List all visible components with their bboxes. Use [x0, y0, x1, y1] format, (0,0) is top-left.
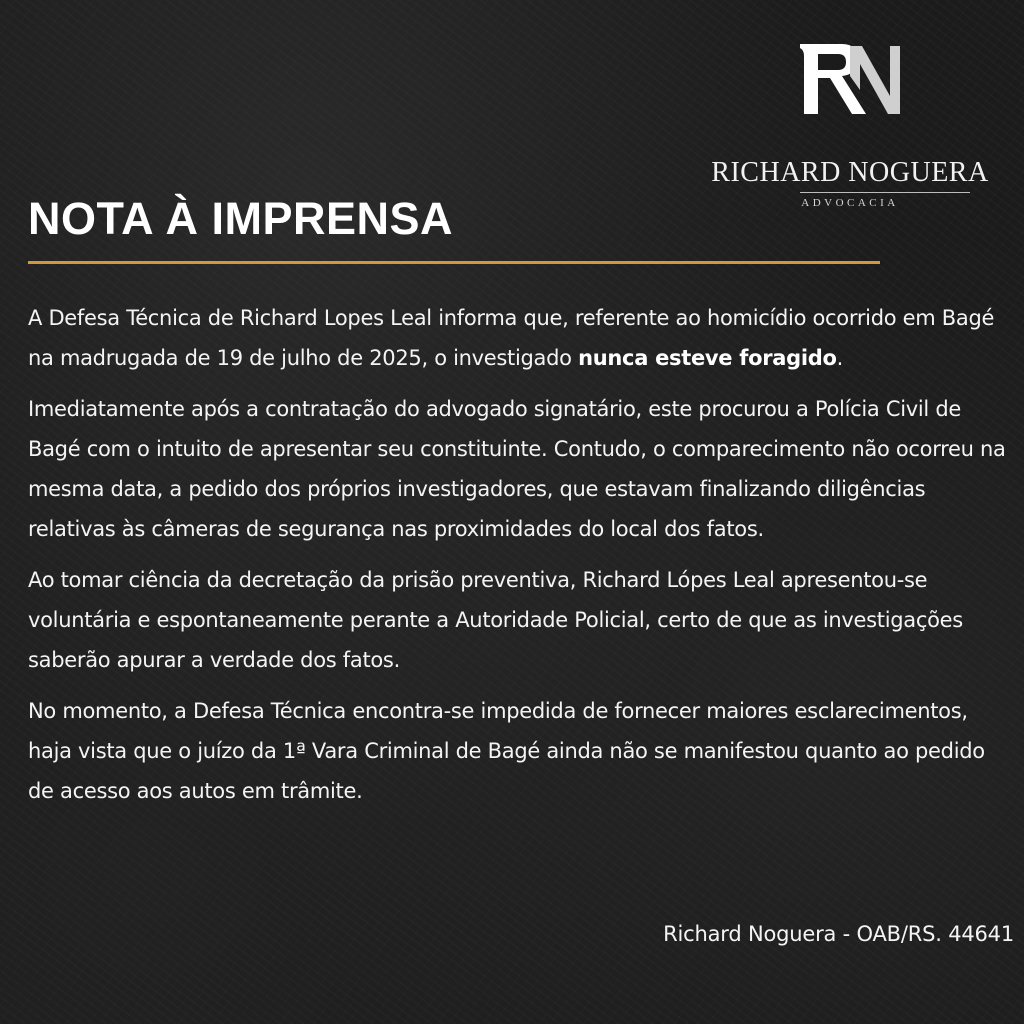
firm-subtitle: ADVOCACIA [801, 197, 899, 209]
firm-name: RICHARD NOGUERA [711, 157, 989, 188]
paragraph-3: Ao tomar ciência da decretação da prisão preventiva, Richard Lópes Leal apresentou-se voluntária e espontaneamente perante a Autoridade Policial, certo de que as investigações saberão apurar a verdade dos fatos. [28, 567, 963, 673]
page-title: NOTA À IMPRENSA [28, 193, 454, 244]
rn-monogram-icon [796, 42, 904, 118]
firm-logo [700, 40, 1000, 209]
paragraph-4: No momento, a Defesa Técnica encontra-se impedida de fornecer maiores esclarecimentos, haja vista que o juízo da 1ª Vara Criminal de Bagé ainda não se manifestou quanto ao pedido de acesso aos autos em trâmite. [28, 698, 985, 804]
paragraph-1 [28, 298, 1013, 379]
paragraph-1-emphasis: nunca esteve foragido [578, 346, 837, 371]
paragraph-1-text: A Defesa Técnica de Richard Lopes Leal informa que, referente ao homicídio ocorrido em Bagé na madrugada de 19 de julho de 2025, o investigado [28, 306, 995, 371]
paragraph-2: Imediatamente após a contratação do advogado signatário, este procurou a Polícia Civil de Bagé com o intuito de apresentar seu constituinte. Contudo, o comparecimento não ocorreu na mesma data, a pedido dos próprios investigadores, que estavam finalizando diligências relativas às câmeras de segurança nas proximidades do local dos fatos. [28, 396, 1006, 542]
press-note-body [28, 298, 1013, 822]
logo-divider [800, 192, 970, 193]
signature: Richard Noguera - OAB/RS. 44641 [663, 922, 1014, 946]
title-underline [28, 261, 880, 264]
paragraph-1-end: . [836, 346, 844, 371]
